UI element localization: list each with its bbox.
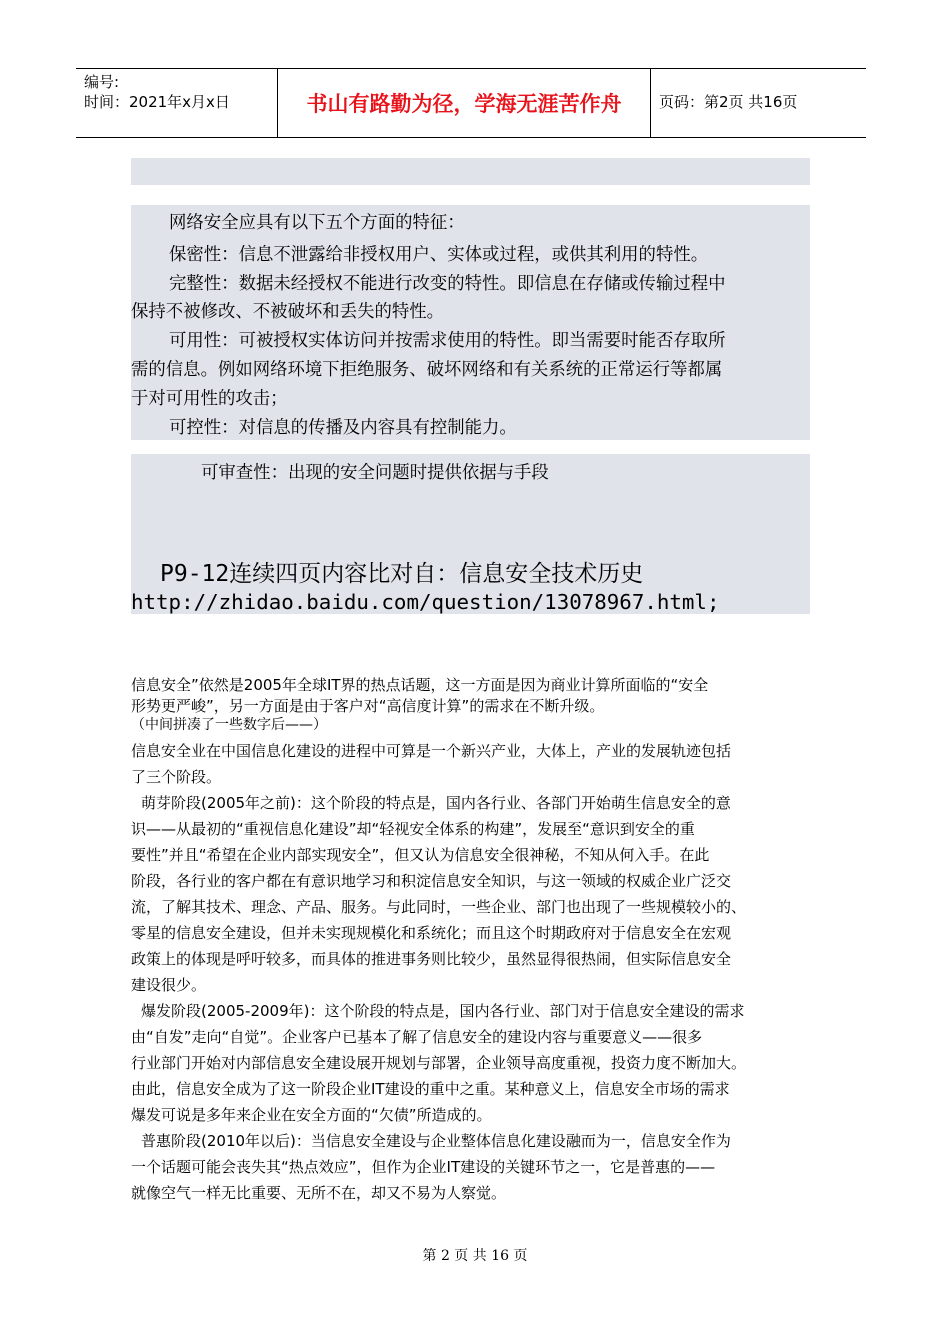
feature-availability-cont: 需的信息。例如网络环境下拒绝服务、破坏网络和有关系统的正常运行等都属 — [131, 360, 723, 380]
header-motto-cell — [278, 69, 651, 137]
source-title: P9-12连续四页内容比对自：信息安全技术历史 — [160, 561, 644, 587]
feature-integrity: 完整性：数据未经授权不能进行改变的特性。即信息在存储或传输过程中 — [169, 274, 726, 294]
body-line: 形势更严峻”，另一方面是由于客户对“高信度计算”的需求在不断升级。 — [131, 697, 605, 715]
feature-controllability: 可控性：对信息的传播及内容具有控制能力。 — [169, 418, 517, 438]
source-url: http://zhidao.baidu.com/question/13078967.html; — [131, 590, 720, 614]
feature-availability: 可用性：可被授权实体访问并按需求使用的特性。即当需要时能否存取所 — [169, 331, 726, 351]
body-line: 信息安全业在中国信息化建设的进程中可算是一个新兴产业，大体上，产业的发展轨迹包括 — [131, 742, 732, 760]
feature-confidentiality: 保密性：信息不泄露给非授权用户、实体或过程，或供其利用的特性。 — [169, 245, 709, 265]
body-line: 信息安全”依然是2005年全球IT界的热点话题，这一方面是因为商业计算所面临的“安全 — [131, 676, 709, 694]
page-code: 页码：第2页 共16页 — [659, 93, 798, 111]
body-line: 要性”并且“希望在企业内部实现安全”，但又认为信息安全很神秘，不知从何入手。在此 — [131, 846, 710, 864]
body-line: 零星的信息安全建设，但并未实现规模化和系统化；而且这个时期政府对于信息安全在宏观 — [131, 924, 732, 942]
body-line: 爆发可说是多年来企业在安全方面的“欠债”所造成的。 — [131, 1106, 492, 1124]
page-footer: 第 2 页 共 16 页 — [422, 1248, 528, 1264]
stage-outbreak: 爆发阶段(2005-2009年)：这个阶段的特点是，国内各行业、部门对于信息安全建设的需求 — [141, 1002, 745, 1020]
document-header — [76, 68, 866, 138]
body-line: 阶段，各行业的客户都在有意识地学习和积淀信息安全知识，与这一领域的权威企业广泛交 — [131, 872, 732, 890]
body-line: 由“自发”走向“自觉”。企业客户已基本了解了信息安全的建设内容与重要意义——很多 — [131, 1028, 703, 1046]
time-label: 时间：2021年x月x日 — [84, 93, 230, 111]
body-line: 就像空气一样无比重要、无所不在，却又不易为人察觉。 — [131, 1184, 507, 1202]
stage-germination: 萌芽阶段(2005年之前)：这个阶段的特点是，国内各行业、各部门开始萌生信息安全的意 — [141, 794, 731, 812]
header-meta-cell — [76, 69, 278, 137]
stage-universal: 普惠阶段(2010年以后)：当信息安全建设与企业整体信息化建设融而为一，信息安全作为 — [141, 1132, 731, 1150]
number-label: 编号: — [84, 73, 120, 91]
header-page-cell — [651, 69, 866, 137]
feature-availability-cont2: 于对可用性的攻击； — [131, 389, 288, 409]
body-line: 了三个阶段。 — [131, 768, 222, 786]
body-line: 识——从最初的“重视信息化建设”却“轻视安全体系的构建”，发展至“意识到安全的重 — [131, 820, 695, 838]
feature-auditability: 可审查性：出现的安全问题时提供依据与手段 — [201, 463, 549, 483]
features-intro: 网络安全应具有以下五个方面的特征： — [169, 213, 465, 233]
body-line: 一个话题可能会丧失其“热点效应”，但作为企业IT建设的关键环节之一，它是普惠的—— — [131, 1158, 716, 1176]
body-line: 行业部门开始对内部信息安全建设展开规划与部署，企业领导高度重视，投资力度不断加大。 — [131, 1054, 747, 1072]
body-line: 政策上的体现是呼吁较多，而具体的推进事务则比较少，虽然显得很热闹，但实际信息安全 — [131, 950, 732, 968]
shaded-bar — [131, 158, 810, 185]
body-line: 流，了解其技术、理念、产品、服务。与此同时，一些企业、部门也出现了一些规模较小的、 — [131, 898, 747, 916]
body-line: 建设很少。 — [131, 976, 207, 994]
motto: 书山有路勤为径，学海无涯苦作舟 — [306, 92, 622, 116]
body-line: 由此，信息安全成为了这一阶段企业IT建设的重中之重。某种意义上，信息安全市场的需求 — [131, 1080, 730, 1098]
body-note: （中间拼凑了一些数字后——） — [131, 717, 327, 733]
feature-integrity-cont: 保持不被修改、不被破坏和丢失的特性。 — [131, 302, 445, 322]
